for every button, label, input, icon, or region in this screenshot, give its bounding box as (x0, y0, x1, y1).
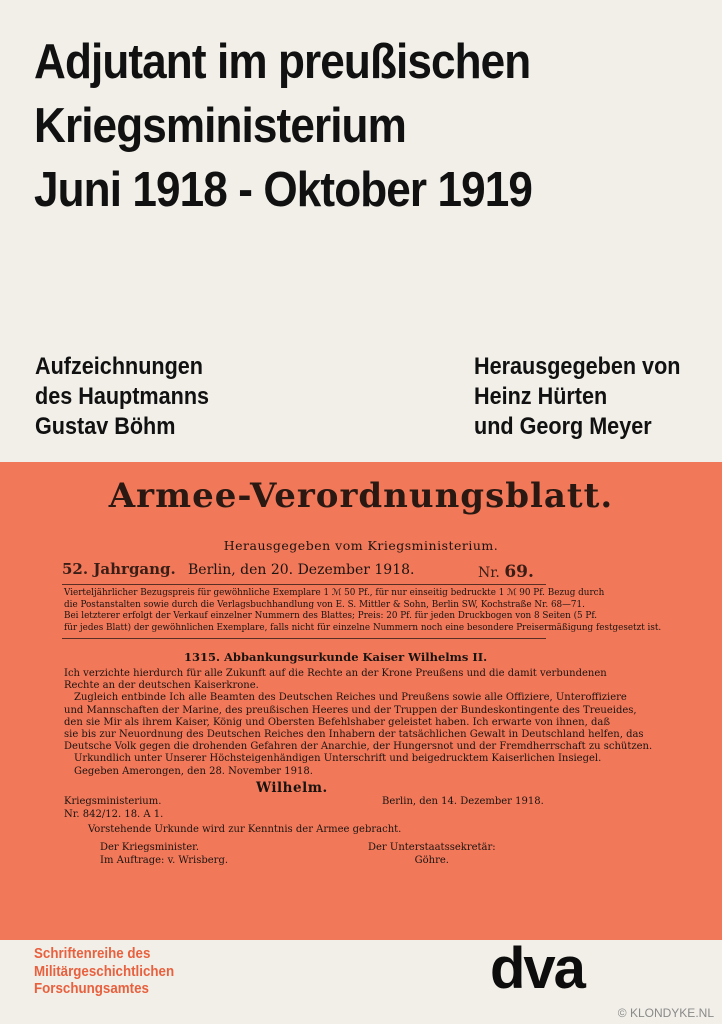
decree-line: Deutsche Volk gegen die drohenden Gefahren der Anarchie, der Hungersnot und der Fremdherrschaft zu schützen. (64, 741, 653, 753)
decree-line: und Mannschaften der Marine, des preußischen Heeres und der Truppen der Bundeskontingente des Treueides, (64, 704, 637, 716)
series-title (34, 946, 174, 999)
publisher-logo: dva (490, 936, 584, 1001)
series-line-1: Schriftenreihe des (34, 946, 151, 962)
decree-line: Ich verzichte hierdurch für alle Zukunft auf die Rechte an der Krone Preußens und die damit verbundenen (64, 668, 607, 679)
decree-line: den sie Mir als ihrem Kaiser, König und Obersten Befehlshaber geleistet haben. Ich erwarte von ihnen, daß (64, 716, 611, 728)
ministry-line: Kriegsministerium. (64, 796, 162, 807)
armee-notice: Vorstehende Urkunde wird zur Kenntnis der Armee gebracht. (88, 824, 402, 835)
subtitle-left-line-2: des Hauptmanns (35, 383, 210, 410)
decree-line: Rechte an der deutschen Kaiserkrone. (64, 680, 259, 692)
document-number-label: Nr. (478, 565, 500, 581)
title-line-1: Adjutant im preußischen (34, 35, 531, 89)
subscription-line: die Postanstalten sowie durch die Verlagsbuchhandlung von E. S. Mittler & Sohn, Berlin SW, Kochstraße Nr. 68—71. (64, 599, 585, 610)
document-editor: Herausgegeben vom Kriegsministerium. (223, 538, 499, 553)
ministry-reference (64, 796, 163, 821)
minister-line: Im Auftrage: v. Wrisberg. (100, 854, 229, 866)
document-number-value: 69. (504, 562, 534, 582)
subtitle-left-line-3: Gustav Böhm (35, 413, 176, 440)
title-line-3: Juni 1918 - Oktober 1919 (34, 163, 533, 217)
subtitle-right-line-3: und Georg Meyer (474, 413, 652, 440)
decree-line: Gegeben Amerongen, den 28. November 1918. (74, 765, 313, 777)
watermark: © KLONDYKE.NL (617, 1006, 714, 1020)
author-subtitle (35, 352, 209, 442)
state-secretary-signoff (368, 842, 496, 867)
series-line-2: Militärgeschichtlichen (34, 963, 175, 980)
title-line-2: Kriegsministerium (34, 99, 406, 153)
orange-band (0, 462, 722, 940)
decree-heading: 1315. Abbankungsurkunde Kaiser Wilhelms II. (184, 650, 488, 664)
ministry-line: Nr. 842/12. 18. A 1. (64, 808, 164, 820)
subscription-notice (64, 588, 662, 634)
book-title (34, 30, 628, 222)
subtitle-left-line-1: Aufzeichnungen (35, 353, 203, 380)
historical-document (0, 462, 722, 940)
subscription-line: für jedes Blatt) der gewöhnlichen Exemplare, falls nicht für einzelne Nummern noch eine besondere Preisermäßigung festgesetzt ist. (64, 622, 662, 633)
decree-line: sie bis zur Neuordnung des Deutschen Reiches den Inhabern der tatsächlichen Gewalt in Deutschland helfen, das (64, 729, 644, 741)
divider (62, 584, 546, 585)
state-secretary-line: Der Unterstaatssekretär: (368, 842, 496, 853)
document-year: 52. Jahrgang. (62, 560, 176, 578)
decree-line: Zugleich entbinde Ich alle Beamten des Deutschen Reiches und Preußens sowie alle Offiziere, Unteroffiziere (74, 692, 627, 704)
series-line-3: Forschungsamtes (34, 981, 149, 997)
document-number (478, 562, 534, 582)
decree-line: Urkundlich unter Unserer Höchsteigenhändigen Unterschrift und beigedrucktem Kaiserlichen Insiegel. (74, 753, 602, 765)
document-masthead: Armee-Verordnungsblatt. (108, 476, 614, 516)
minister-line: Der Kriegsminister. (100, 842, 200, 853)
subtitle-right-line-2: Heinz Hürten (474, 383, 608, 410)
subscription-line: Bei letzterer erfolgt der Verkauf einzelner Nummern des Blattes; Preis: 20 Pf. für jeden Druckbogen von 8 Seiten (5 Pf. (64, 611, 598, 621)
editors-subtitle (474, 352, 680, 442)
subscription-line: Vierteljährlicher Bezugspreis für gewöhnliche Exemplare 1 ℳ 50 Pf., für nur einseitig bedruckte 1 ℳ 90 Pf. Bezug durch (64, 588, 605, 598)
berlin-date: Berlin, den 14. Dezember 1918. (382, 796, 544, 807)
subtitle-right-line-1: Herausgegeben von (474, 353, 681, 380)
divider (62, 638, 546, 639)
decree-signature: Wilhelm. (256, 780, 328, 796)
decree-body (64, 668, 653, 778)
minister-signoff (100, 842, 228, 867)
document-place-date: Berlin, den 20. Dezember 1918. (188, 562, 415, 578)
state-secretary-line: Göhre. (414, 854, 449, 866)
